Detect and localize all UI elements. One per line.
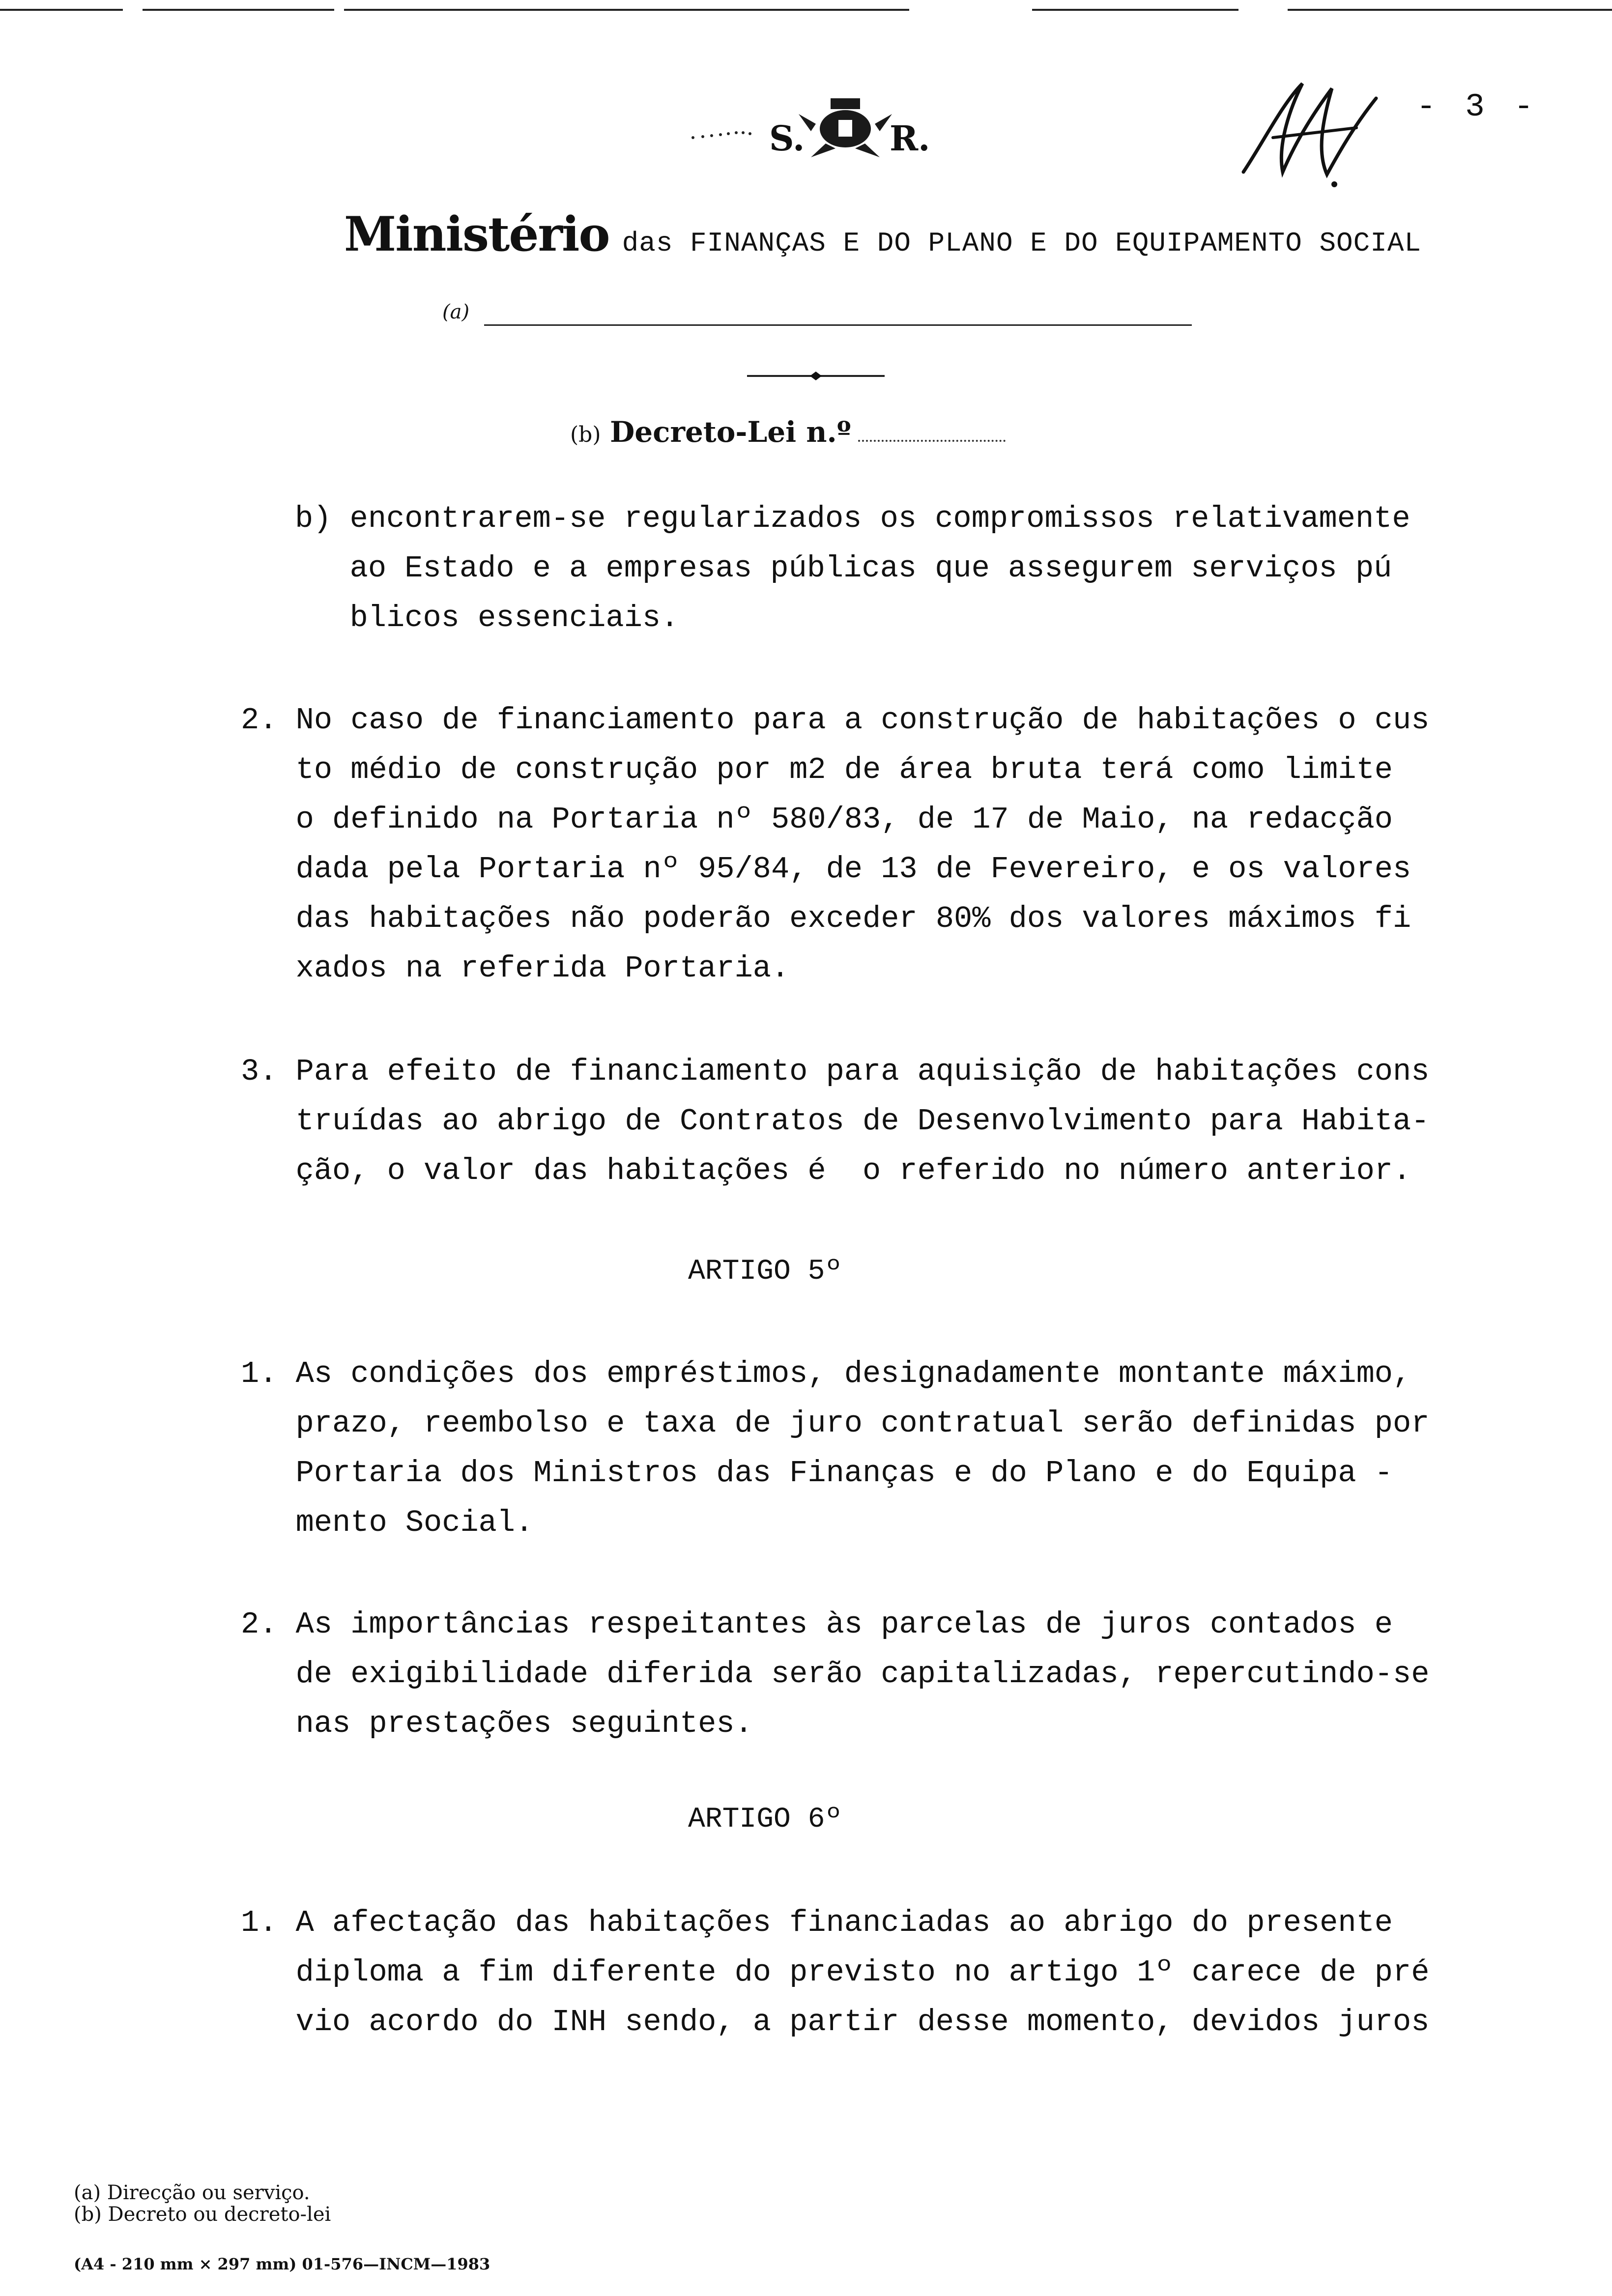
ministry-heading: [344, 206, 1421, 262]
coat-of-arms-seal: [683, 98, 939, 162]
seal-letter-left: S.: [769, 118, 805, 159]
text-line: diploma a fim diferente do previsto no artigo 1º carece de pré: [241, 1955, 1430, 1990]
top-border-line: [0, 9, 123, 11]
footnotes: [74, 2182, 331, 2225]
handwritten-signature: [1229, 69, 1396, 197]
footnote-b: (b) Decreto ou decreto-lei: [74, 2203, 331, 2226]
decree-number-blank: [858, 440, 1006, 442]
page-number: - 3 -: [1416, 88, 1538, 125]
top-border-line: [1288, 9, 1612, 11]
text-line: b) encontrarem-se regularizados os compromissos relativamente: [295, 501, 1410, 536]
text-line: 2. As importâncias respeitantes às parcelas de juros contados e: [241, 1607, 1393, 1642]
top-border-line: [1032, 9, 1238, 11]
top-border-line: [143, 9, 334, 11]
seal-letter-right: R.: [890, 118, 930, 159]
footnote-a: (a) Direcção ou serviço.: [74, 2181, 310, 2204]
ministry-name: das FINANÇAS E DO PLANO E DO EQUIPAMENTO SOCIAL: [622, 228, 1422, 259]
text-line: 1. As condições dos empréstimos, designadamente montante máximo,: [241, 1356, 1411, 1391]
text-line: nas prestações seguintes.: [241, 1706, 753, 1741]
ministry-main-word: Ministério: [344, 206, 609, 262]
text-line: 1. A afectação das habitações financiadas ao abrigo do presente: [241, 1905, 1393, 1940]
article-5-paragraph-2: [241, 1600, 1429, 1749]
paragraph-2: [241, 695, 1429, 993]
text-line: das habitações não poderão exceder 80% dos valores máximos fi: [241, 901, 1411, 936]
text-line: xados na referida Portaria.: [241, 951, 790, 986]
text-line: vio acordo do INH sendo, a partir desse momento, devidos juros: [241, 2005, 1430, 2039]
top-border-line: [344, 9, 909, 11]
text-line: 3. Para efeito de financiamento para aquisição de habitações cons: [241, 1054, 1430, 1089]
direction-marker: (a): [442, 301, 470, 323]
text-line: prazo, reembolso e taxa de juro contratual serão definidas por: [241, 1406, 1430, 1441]
decree-heading: [570, 415, 1006, 449]
form-code: (A4 - 210 mm × 297 mm) 01-576—INCM—1983: [74, 2255, 490, 2273]
decree-label: Decreto-Lei n.º: [609, 415, 851, 449]
text-line: 2. No caso de financiamento para a construção de habitações o cus: [241, 703, 1430, 738]
text-line: de exigibilidade diferida serão capitalizadas, repercutindo-se: [241, 1657, 1430, 1692]
text-line: mento Social.: [241, 1505, 534, 1540]
paragraph-b: [295, 494, 1410, 643]
text-line: ção, o valor das habitações é o referido no número anterior.: [241, 1153, 1411, 1188]
text-line: dada pela Portaria nº 95/84, de 13 de Fevereiro, e os valores: [241, 852, 1411, 887]
text-line: to médio de construção por m2 de área bruta terá como limite: [241, 752, 1393, 787]
direction-blank-line: [484, 324, 1192, 326]
decree-marker: (b): [570, 422, 601, 447]
article-5-heading: ARTIGO 5º: [688, 1256, 842, 1288]
paragraph-3: [241, 1047, 1429, 1196]
text-line: o definido na Portaria nº 580/83, de 17 de Maio, na redacção: [241, 802, 1393, 837]
article-5-paragraph-1: [241, 1349, 1429, 1548]
article-6-paragraph-1: [241, 1898, 1429, 2047]
text-line: blicos essenciais.: [295, 601, 679, 635]
ornament-divider: [747, 371, 885, 381]
text-line: Portaria dos Ministros das Finanças e do Plano e do Equipa -: [241, 1456, 1393, 1491]
text-line: truídas ao abrigo de Contratos de Desenvolvimento para Habita-: [241, 1104, 1430, 1139]
article-6-heading: ARTIGO 6º: [688, 1804, 842, 1836]
text-line: ao Estado e a empresas públicas que assegurem serviços pú: [295, 551, 1392, 586]
